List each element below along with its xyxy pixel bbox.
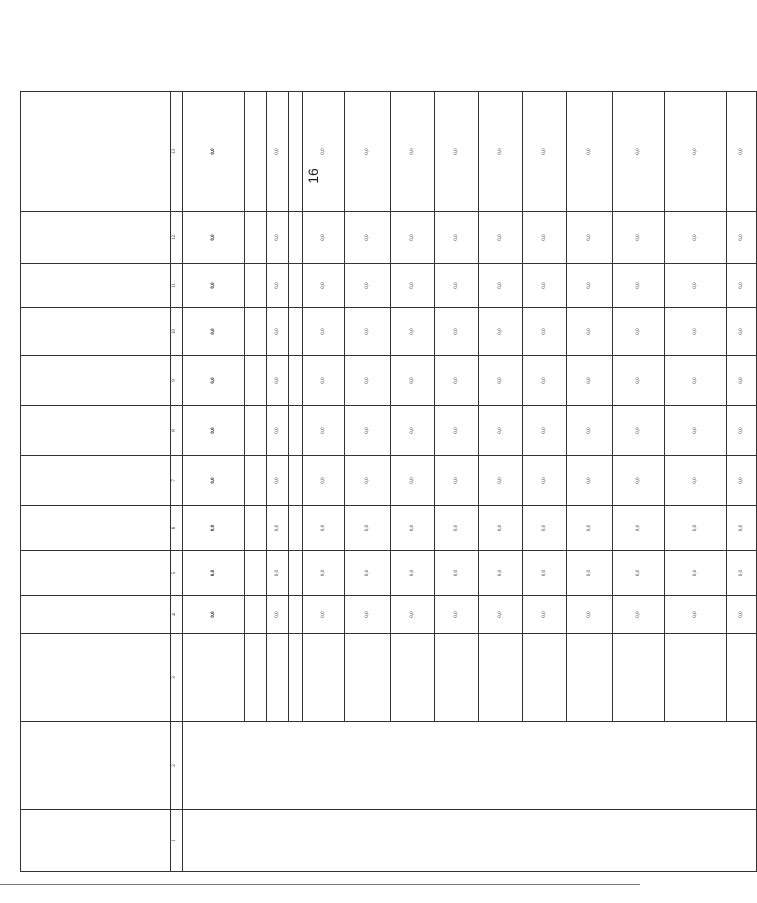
funding-source-cell	[435, 634, 479, 722]
value-cell: 0,0	[345, 406, 391, 456]
value-cell: 0,0	[435, 596, 479, 634]
funding-source-cell	[727, 634, 757, 722]
value-cell: 0,0	[523, 264, 567, 308]
rotated-table-container	[20, 92, 744, 872]
value-cell: 0,0	[183, 551, 245, 596]
value-cell: 0,0	[345, 92, 391, 212]
value-cell: 0,0	[727, 264, 757, 308]
value-cell: 0,0	[479, 551, 523, 596]
value-cell: 0,0	[613, 596, 665, 634]
value-cell	[289, 456, 303, 506]
header-cell	[21, 356, 171, 406]
value-cell: 0,0	[183, 406, 245, 456]
value-cell: 0,0	[479, 308, 523, 356]
value-cell: 0,0	[303, 506, 345, 551]
value-cell: 0,0	[665, 506, 727, 551]
value-cell: 0,0	[523, 456, 567, 506]
value-cell: 0,0	[303, 264, 345, 308]
value-cell: 0,0	[665, 264, 727, 308]
value-cell: 0,0	[183, 506, 245, 551]
value-cell: 0,0	[523, 551, 567, 596]
value-cell: 0,0	[567, 456, 613, 506]
header-cell	[21, 92, 171, 212]
page-number: 16	[304, 168, 321, 184]
value-cell: 0,0	[613, 456, 665, 506]
value-cell: 0,0	[665, 356, 727, 406]
value-cell	[289, 212, 303, 264]
value-cell: 0,0	[303, 92, 345, 212]
value-cell: 0,0	[665, 596, 727, 634]
header-cell	[21, 406, 171, 456]
value-cell	[289, 308, 303, 356]
column-number-row	[171, 92, 183, 872]
funding-source-cell	[183, 634, 245, 722]
value-cell: 0,0	[267, 506, 289, 551]
value-cell: 0,0	[183, 212, 245, 264]
value-cell: 0,0	[345, 356, 391, 406]
value-cell	[289, 596, 303, 634]
value-cell	[289, 551, 303, 596]
column-number: 8	[171, 406, 183, 456]
value-cell: 0,0	[479, 596, 523, 634]
value-cell: 0,0	[345, 456, 391, 506]
value-cell: 0,0	[613, 356, 665, 406]
header-cell	[21, 810, 171, 872]
column-number: 4	[171, 596, 183, 634]
column-number: 11	[171, 264, 183, 308]
value-cell	[245, 92, 267, 212]
value-cell: 0,0	[267, 92, 289, 212]
value-cell: 0,0	[479, 212, 523, 264]
value-cell: 0,0	[345, 264, 391, 308]
value-cell: 0,0	[391, 406, 435, 456]
value-cell: 0,0	[567, 264, 613, 308]
value-cell: 0,0	[613, 406, 665, 456]
value-cell	[245, 308, 267, 356]
budget-table-wrapper	[20, 92, 744, 872]
value-cell: 0,0	[523, 406, 567, 456]
table-body	[183, 92, 757, 872]
value-cell: 0,0	[345, 506, 391, 551]
value-cell: 0,0	[435, 406, 479, 456]
value-cell: 0,0	[303, 212, 345, 264]
funding-source-cell	[523, 634, 567, 722]
value-cell: 0,0	[303, 406, 345, 456]
value-cell: 0,0	[391, 356, 435, 406]
header-cell	[21, 596, 171, 634]
value-cell: 0,0	[727, 92, 757, 212]
value-cell: 0,0	[345, 308, 391, 356]
status-cell	[183, 810, 757, 872]
value-cell: 0,0	[183, 264, 245, 308]
value-cell	[245, 212, 267, 264]
value-cell: 0,0	[435, 308, 479, 356]
column-number: 7	[171, 456, 183, 506]
header-cell	[21, 722, 171, 810]
header-cell	[21, 264, 171, 308]
header-cell	[21, 634, 171, 722]
value-cell	[245, 406, 267, 456]
value-cell: 0,0	[303, 356, 345, 406]
value-cell: 0,0	[391, 308, 435, 356]
value-cell	[289, 506, 303, 551]
value-cell: 0,0	[267, 264, 289, 308]
header-cell	[21, 308, 171, 356]
value-cell: 0,0	[567, 356, 613, 406]
column-number: 13	[171, 92, 183, 212]
measure-name-cell	[183, 722, 757, 810]
value-cell: 0,0	[303, 308, 345, 356]
value-cell: 0,0	[479, 406, 523, 456]
header-cell	[21, 456, 171, 506]
value-cell: 0,0	[727, 212, 757, 264]
value-cell: 0,0	[391, 551, 435, 596]
value-cell: 0,0	[727, 596, 757, 634]
value-cell: 0,0	[479, 506, 523, 551]
value-cell: 0,0	[303, 596, 345, 634]
value-cell: 0,0	[665, 212, 727, 264]
value-cell: 0,0	[523, 212, 567, 264]
value-cell: 0,0	[665, 456, 727, 506]
value-cell: 0,0	[523, 596, 567, 634]
value-cell: 0,0	[665, 551, 727, 596]
value-cell: 0,0	[479, 356, 523, 406]
value-cell	[289, 92, 303, 212]
column-number: 1	[171, 810, 183, 872]
table-row	[183, 92, 245, 872]
value-cell: 0,0	[665, 92, 727, 212]
column-number: 12	[171, 212, 183, 264]
value-cell: 0,0	[345, 212, 391, 264]
value-cell: 0,0	[727, 456, 757, 506]
value-cell: 0,0	[727, 506, 757, 551]
value-cell: 0,0	[391, 212, 435, 264]
value-cell: 0,0	[523, 356, 567, 406]
value-cell: 0,0	[567, 92, 613, 212]
value-cell: 0,0	[613, 212, 665, 264]
header-cell	[21, 506, 171, 551]
column-number: 6	[171, 506, 183, 551]
value-cell: 0,0	[727, 551, 757, 596]
value-cell: 0,0	[727, 406, 757, 456]
funding-source-cell	[267, 634, 289, 722]
value-cell: 0,0	[391, 92, 435, 212]
value-cell: 0,0	[435, 212, 479, 264]
value-cell: 0,0	[567, 212, 613, 264]
header-row	[21, 92, 171, 872]
funding-source-cell	[245, 634, 267, 722]
column-number: 9	[171, 356, 183, 406]
value-cell: 0,0	[567, 308, 613, 356]
value-cell: 0,0	[267, 308, 289, 356]
value-cell: 0,0	[435, 356, 479, 406]
value-cell: 0,0	[391, 264, 435, 308]
value-cell: 0,0	[613, 264, 665, 308]
funding-source-cell	[289, 634, 303, 722]
value-cell: 0,0	[391, 506, 435, 551]
value-cell: 0,0	[345, 551, 391, 596]
column-number: 5	[171, 551, 183, 596]
value-cell	[245, 596, 267, 634]
value-cell	[289, 356, 303, 406]
value-cell	[245, 506, 267, 551]
value-cell: 0,0	[267, 212, 289, 264]
funding-source-cell	[391, 634, 435, 722]
footer-line	[0, 884, 640, 885]
value-cell: 0,0	[567, 406, 613, 456]
value-cell: 0,0	[267, 551, 289, 596]
value-cell: 0,0	[613, 308, 665, 356]
funding-source-cell	[345, 634, 391, 722]
value-cell: 0,0	[345, 596, 391, 634]
value-cell: 0,0	[183, 356, 245, 406]
value-cell: 0,0	[267, 356, 289, 406]
value-cell: 0,0	[567, 596, 613, 634]
value-cell	[289, 264, 303, 308]
funding-source-cell	[613, 634, 665, 722]
value-cell: 0,0	[523, 506, 567, 551]
funding-source-cell	[479, 634, 523, 722]
value-cell: 0,0	[435, 551, 479, 596]
value-cell: 0,0	[267, 596, 289, 634]
value-cell: 0,0	[303, 551, 345, 596]
budget-table	[20, 91, 757, 872]
value-cell: 0,0	[727, 356, 757, 406]
value-cell: 0,0	[665, 406, 727, 456]
value-cell	[245, 264, 267, 308]
funding-source-cell	[665, 634, 727, 722]
value-cell	[245, 456, 267, 506]
value-cell: 0,0	[183, 308, 245, 356]
value-cell: 0,0	[435, 506, 479, 551]
funding-source-cell	[303, 634, 345, 722]
value-cell: 0,0	[391, 596, 435, 634]
value-cell: 0,0	[727, 308, 757, 356]
value-cell: 0,0	[183, 596, 245, 634]
funding-source-cell	[567, 634, 613, 722]
value-cell: 0,0	[479, 264, 523, 308]
value-cell: 0,0	[435, 264, 479, 308]
value-cell: 0,0	[567, 551, 613, 596]
value-cell: 0,0	[391, 456, 435, 506]
value-cell	[289, 406, 303, 456]
column-number: 10	[171, 308, 183, 356]
value-cell: 0,0	[479, 456, 523, 506]
value-cell: 0,0	[613, 92, 665, 212]
value-cell: 0,0	[267, 406, 289, 456]
value-cell: 0,0	[567, 506, 613, 551]
value-cell: 0,0	[267, 456, 289, 506]
value-cell	[245, 356, 267, 406]
column-number: 3	[171, 634, 183, 722]
header-cell	[21, 551, 171, 596]
value-cell: 0,0	[613, 551, 665, 596]
value-cell: 0,0	[613, 506, 665, 551]
value-cell: 0,0	[665, 308, 727, 356]
value-cell: 0,0	[523, 308, 567, 356]
value-cell: 0,0	[303, 456, 345, 506]
value-cell: 0,0	[523, 92, 567, 212]
value-cell	[245, 551, 267, 596]
value-cell: 0,0	[479, 92, 523, 212]
value-cell: 0,0	[183, 92, 245, 212]
column-number: 2	[171, 722, 183, 810]
value-cell: 0,0	[435, 92, 479, 212]
value-cell: 0,0	[435, 456, 479, 506]
header-cell	[21, 212, 171, 264]
value-cell: 0,0	[183, 456, 245, 506]
